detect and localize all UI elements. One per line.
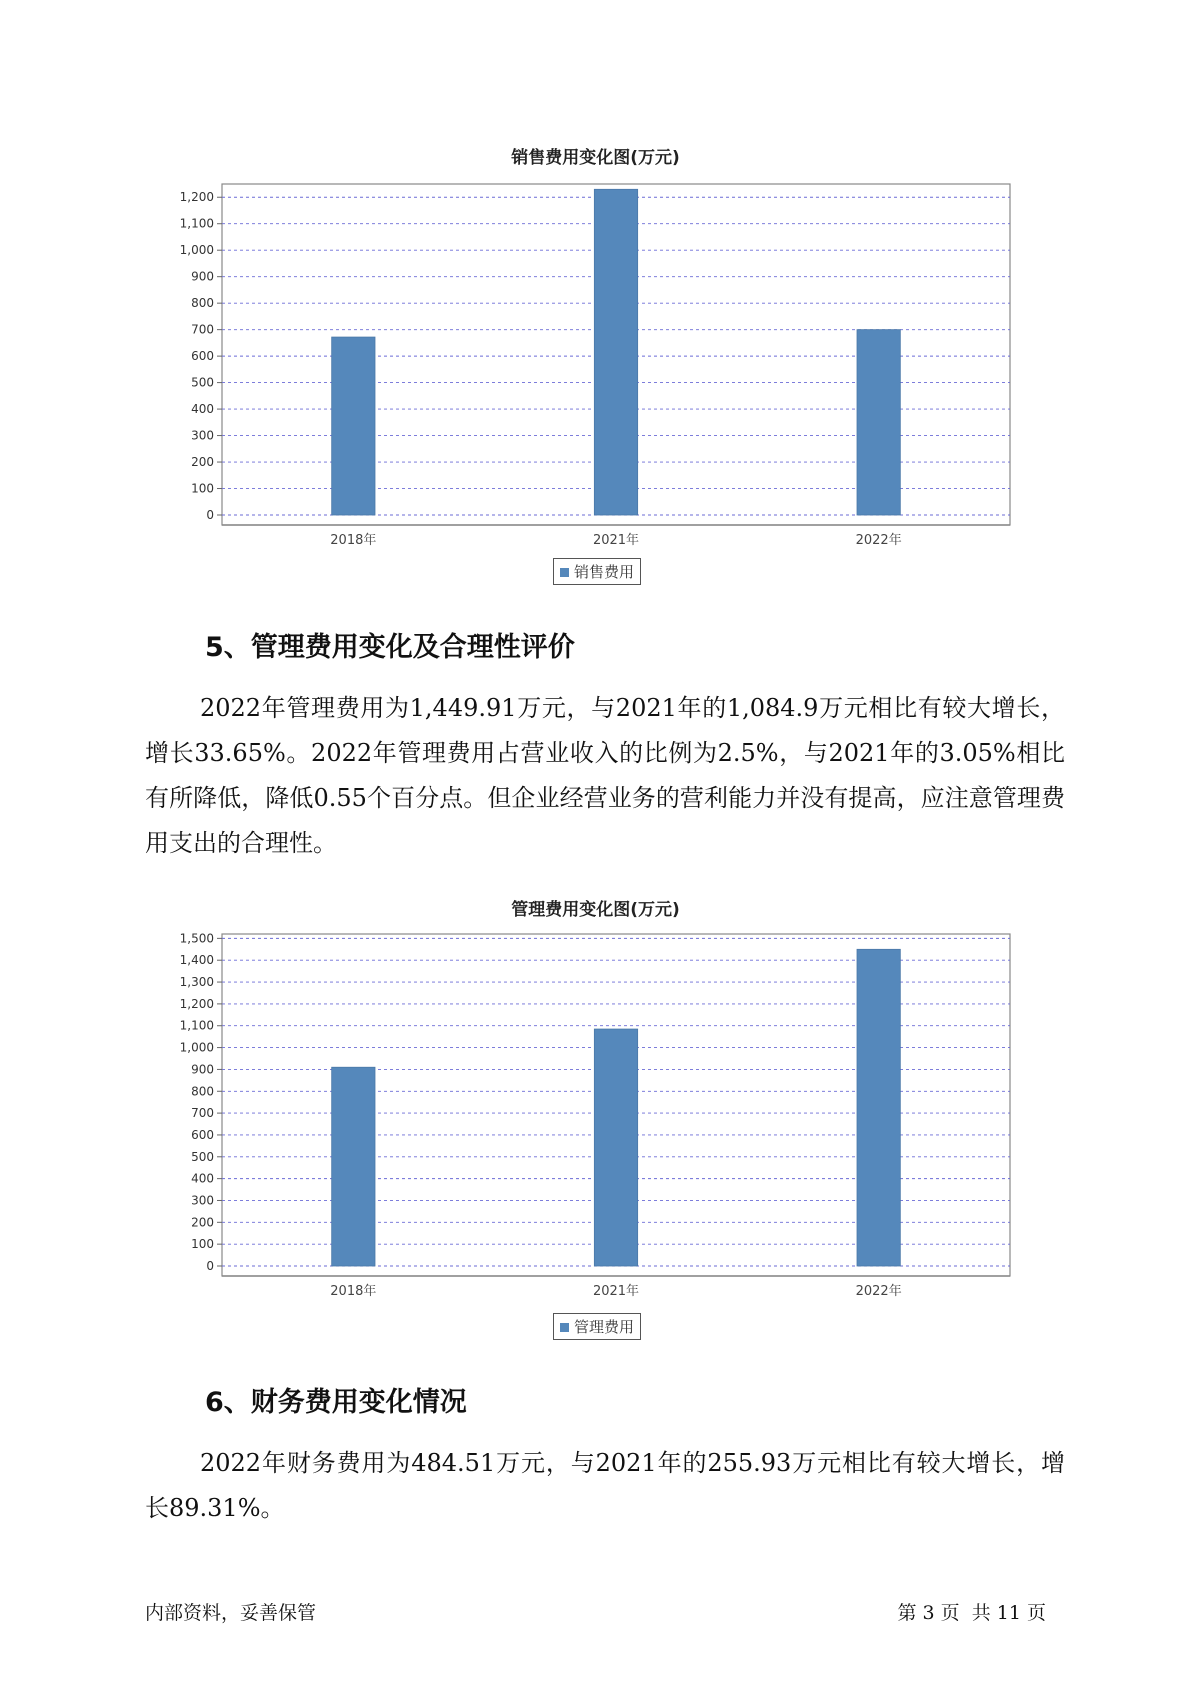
y-tick-label: 100 (191, 1237, 214, 1252)
y-tick-label: 1,300 (179, 975, 214, 990)
bar (857, 949, 900, 1266)
section5-heading: 5、管理费用变化及合理性评价 (205, 632, 575, 663)
x-tick-label: 2018年 (330, 533, 377, 548)
y-tick-label: 700 (191, 322, 214, 337)
y-tick-label: 1,500 (179, 931, 214, 946)
y-tick-label: 900 (191, 1062, 214, 1077)
y-tick-label: 0 (206, 1259, 214, 1273)
y-tick-label: 1,200 (179, 996, 214, 1011)
y-tick-label: 900 (191, 269, 214, 284)
y-tick-label: 1,400 (179, 953, 214, 968)
y-tick-label: 700 (191, 1106, 214, 1121)
y-tick-label: 300 (191, 428, 214, 443)
y-tick-label: 1,100 (179, 216, 214, 231)
admin-expense-chart (0, 925, 1191, 1325)
bar (332, 337, 375, 515)
bar (332, 1067, 375, 1266)
y-tick-label: 600 (191, 349, 214, 364)
section5-paragraph: 2022年管理费用为1,449.91万元，与2021年的1,084.9万元相比有较大增长，增长33.65%。2022年管理费用占营业收入的比例为2.5%，与2021年的3.05%相比有所降低，降低0.55个百分点。但企业经营业务的营利能力并没有提高，应注意管理费用支出的合理性。 (145, 694, 1065, 857)
legend-label: 管理费用 (574, 1318, 635, 1336)
bar (594, 189, 637, 515)
footer-page-number: 第 3 页 共 11 页 (897, 1602, 1046, 1624)
y-tick-label: 400 (191, 1171, 214, 1186)
legend-swatch-icon (560, 568, 569, 577)
x-tick-label: 2018年 (330, 1284, 377, 1299)
bar (594, 1029, 637, 1266)
y-tick-label: 200 (191, 455, 214, 470)
y-tick-label: 600 (191, 1127, 214, 1142)
y-tick-label: 500 (191, 1149, 214, 1164)
bar (857, 330, 900, 515)
y-tick-label: 0 (206, 508, 214, 522)
y-tick-label: 800 (191, 1084, 214, 1099)
y-tick-label: 1,100 (179, 1018, 214, 1033)
section6-paragraph: 2022年财务费用为484.51万元，与2021年的255.93万元相比有较大增长，增长89.31%。 (145, 1449, 1065, 1522)
sales-expense-chart (0, 170, 1191, 590)
y-tick-label: 500 (191, 375, 214, 390)
x-tick-label: 2022年 (855, 533, 902, 548)
sales-expense-chart-title: 销售费用变化图(万元) (511, 148, 680, 168)
y-tick-label: 300 (191, 1193, 214, 1208)
legend-label: 销售费用 (574, 563, 635, 581)
sales-expense-legend (553, 558, 641, 585)
legend-swatch-icon (560, 1323, 569, 1332)
y-tick-label: 1,200 (179, 190, 214, 205)
section6-heading: 6、财务费用变化情况 (205, 1387, 467, 1418)
admin-expense-legend (553, 1313, 641, 1340)
y-tick-label: 1,000 (179, 1040, 214, 1055)
admin-expense-chart-title: 管理费用变化图(万元) (511, 900, 680, 920)
y-tick-label: 400 (191, 402, 214, 417)
x-tick-label: 2021年 (592, 1284, 640, 1299)
x-tick-label: 2022年 (855, 1284, 902, 1299)
y-tick-label: 200 (191, 1215, 214, 1230)
y-tick-label: 100 (191, 481, 214, 496)
x-tick-label: 2021年 (592, 533, 640, 548)
y-tick-label: 1,000 (179, 243, 214, 258)
footer-confidential-note: 内部资料，妥善保管 (145, 1602, 317, 1624)
y-tick-label: 800 (191, 296, 214, 311)
